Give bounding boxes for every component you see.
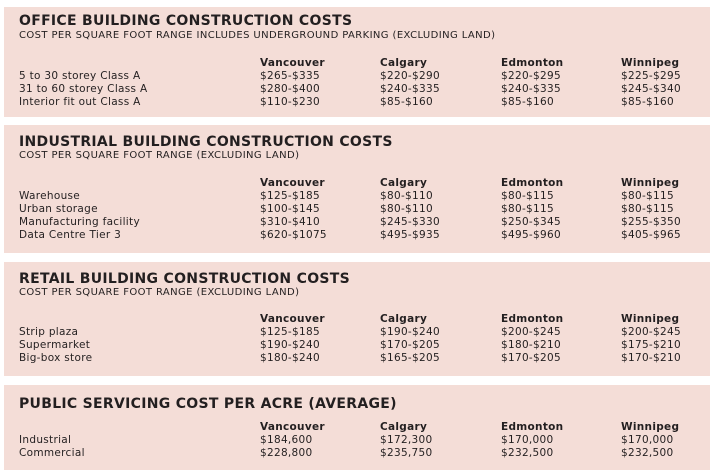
- retail-subtitle: COST PER SQUARE FOOT RANGE (EXCLUDING LAND): [19, 287, 300, 298]
- header-edmonton: Edmonton: [501, 313, 564, 325]
- edmonton-value: $180-$210: [501, 339, 561, 351]
- table-row: [19, 447, 699, 460]
- header-calgary: Calgary: [380, 57, 428, 69]
- retail-title: RETAIL BUILDING CONSTRUCTION COSTS: [19, 271, 351, 287]
- winnipeg-value: $255-$350: [621, 216, 681, 228]
- vancouver-value: $125-$185: [260, 326, 320, 338]
- edmonton-value: $200-$245: [501, 326, 561, 338]
- industrial-subtitle: COST PER SQUARE FOOT RANGE (EXCLUDING LAND): [19, 150, 300, 161]
- calgary-value: $220-$290: [380, 70, 440, 82]
- edmonton-value: $220-$295: [501, 70, 561, 82]
- winnipeg-value: $245-$340: [621, 83, 681, 95]
- table-row: [19, 216, 699, 229]
- calgary-value: $245-$330: [380, 216, 440, 228]
- winnipeg-value: $200-$245: [621, 326, 681, 338]
- winnipeg-value: $80-$115: [621, 203, 674, 215]
- row-label: Big-box store: [19, 352, 93, 364]
- office-title: OFFICE BUILDING CONSTRUCTION COSTS: [19, 13, 353, 29]
- table-row: [19, 229, 699, 242]
- vancouver-value: $190-$240: [260, 339, 320, 351]
- header-vancouver: Vancouver: [260, 421, 325, 433]
- header-winnipeg: Winnipeg: [621, 421, 680, 433]
- row-label: Supermarket: [19, 339, 91, 351]
- edmonton-value: $240-$335: [501, 83, 561, 95]
- vancouver-value: $620-$1075: [260, 229, 327, 241]
- table-row: [19, 203, 699, 216]
- winnipeg-value: $170-$210: [621, 352, 681, 364]
- industrial-header-row: [19, 177, 699, 190]
- vancouver-value: $110-$230: [260, 96, 320, 108]
- row-label: Warehouse: [19, 190, 81, 202]
- header-calgary: Calgary: [380, 313, 428, 325]
- calgary-value: $240-$335: [380, 83, 440, 95]
- calgary-value: $85-$160: [380, 96, 433, 108]
- row-label: 5 to 30 storey Class A: [19, 70, 141, 82]
- vancouver-value: $265-$335: [260, 70, 320, 82]
- calgary-value: $80-$110: [380, 203, 433, 215]
- header-edmonton: Edmonton: [501, 177, 564, 189]
- header-winnipeg: Winnipeg: [621, 313, 680, 325]
- calgary-value: $235,750: [380, 447, 433, 459]
- header-calgary: Calgary: [380, 177, 428, 189]
- office-subtitle: COST PER SQUARE FOOT RANGE INCLUDES UNDERGROUND PARKING (EXCLUDING LAND): [19, 30, 496, 41]
- winnipeg-value: $170,000: [621, 434, 674, 446]
- header-winnipeg: Winnipeg: [621, 177, 680, 189]
- table-row: [19, 339, 699, 352]
- row-label: Manufacturing facility: [19, 216, 140, 228]
- table-row: [19, 434, 699, 447]
- winnipeg-value: $405-$965: [621, 229, 681, 241]
- calgary-value: $80-$110: [380, 190, 433, 202]
- table-row: [19, 70, 699, 83]
- calgary-value: $172,300: [380, 434, 433, 446]
- table-row: [19, 326, 699, 339]
- calgary-value: $170-$205: [380, 339, 440, 351]
- row-label: Interior fit out Class A: [19, 96, 141, 108]
- edmonton-value: $80-$115: [501, 190, 554, 202]
- vancouver-value: $180-$240: [260, 352, 320, 364]
- winnipeg-value: $85-$160: [621, 96, 674, 108]
- header-vancouver: Vancouver: [260, 313, 325, 325]
- row-label: Data Centre Tier 3: [19, 229, 122, 241]
- edmonton-value: $170-$205: [501, 352, 561, 364]
- servicing-header-row: [19, 421, 699, 434]
- vancouver-value: $100-$145: [260, 203, 320, 215]
- servicing-costs-panel: [4, 385, 710, 470]
- row-label: Commercial: [19, 447, 85, 459]
- header-vancouver: Vancouver: [260, 177, 325, 189]
- table-row: [19, 190, 699, 203]
- retail-costs-panel: [4, 262, 710, 376]
- vancouver-value: $310-$410: [260, 216, 320, 228]
- vancouver-value: $228,800: [260, 447, 313, 459]
- office-header-row: [19, 57, 699, 70]
- edmonton-value: $250-$345: [501, 216, 561, 228]
- header-winnipeg: Winnipeg: [621, 57, 680, 69]
- industrial-title: INDUSTRIAL BUILDING CONSTRUCTION COSTS: [19, 134, 393, 150]
- table-row: [19, 83, 699, 96]
- vancouver-value: $184,600: [260, 434, 313, 446]
- calgary-value: $495-$935: [380, 229, 440, 241]
- header-edmonton: Edmonton: [501, 421, 564, 433]
- edmonton-value: $170,000: [501, 434, 554, 446]
- vancouver-value: $125-$185: [260, 190, 320, 202]
- vancouver-value: $280-$400: [260, 83, 320, 95]
- retail-header-row: [19, 313, 699, 326]
- table-row: [19, 96, 699, 109]
- calgary-value: $165-$205: [380, 352, 440, 364]
- servicing-title: PUBLIC SERVICING COST PER ACRE (AVERAGE): [19, 396, 397, 412]
- row-label: Strip plaza: [19, 326, 79, 338]
- edmonton-value: $85-$160: [501, 96, 554, 108]
- winnipeg-value: $80-$115: [621, 190, 674, 202]
- calgary-value: $190-$240: [380, 326, 440, 338]
- header-edmonton: Edmonton: [501, 57, 564, 69]
- header-calgary: Calgary: [380, 421, 428, 433]
- edmonton-value: $495-$960: [501, 229, 561, 241]
- table-row: [19, 352, 699, 365]
- header-vancouver: Vancouver: [260, 57, 325, 69]
- winnipeg-value: $225-$295: [621, 70, 681, 82]
- industrial-costs-panel: [4, 125, 710, 253]
- winnipeg-value: $232,500: [621, 447, 674, 459]
- office-costs-panel: [4, 7, 710, 117]
- edmonton-value: $232,500: [501, 447, 554, 459]
- row-label: Industrial: [19, 434, 72, 446]
- row-label: 31 to 60 storey Class A: [19, 83, 148, 95]
- edmonton-value: $80-$115: [501, 203, 554, 215]
- winnipeg-value: $175-$210: [621, 339, 681, 351]
- row-label: Urban storage: [19, 203, 98, 215]
